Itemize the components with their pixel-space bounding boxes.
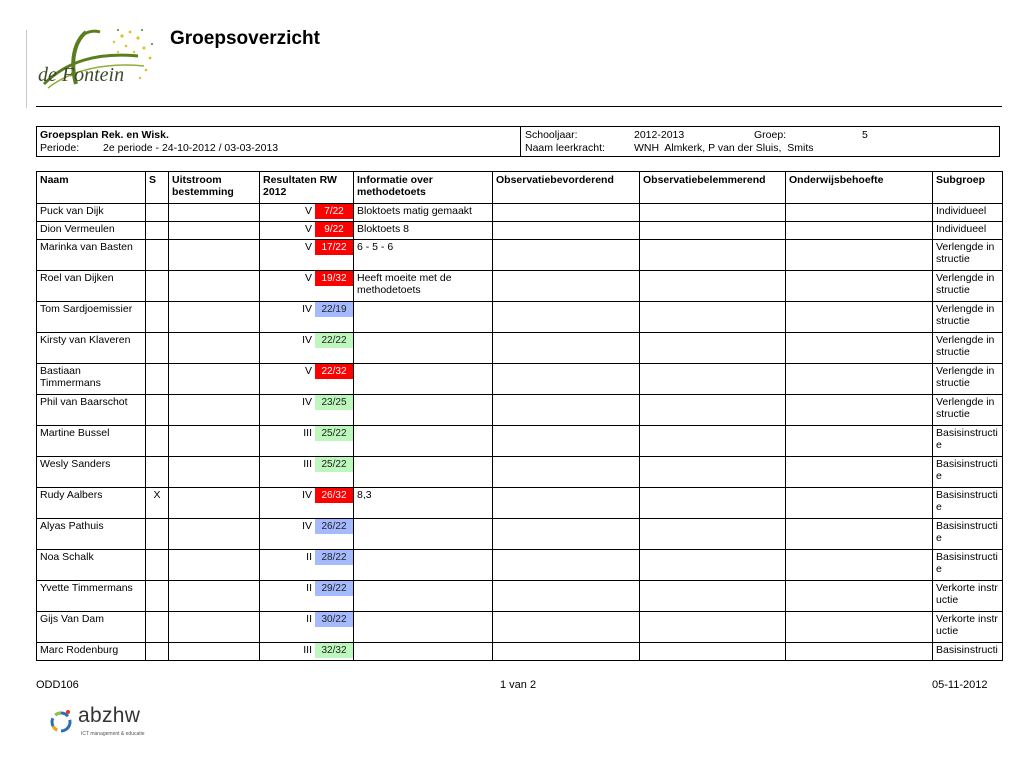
cell-onderwijsbehoefte (786, 204, 933, 222)
footer-date: 05-11-2012 (932, 679, 988, 691)
cell-subgroep: Basisinstructie (933, 426, 1003, 457)
cell-naam: Bastiaan Timmermans (37, 364, 146, 395)
cell-subgroep: Basisinstructi (933, 643, 1003, 661)
cell-naam: Marc Rodenburg (37, 643, 146, 661)
cell-s (146, 333, 169, 364)
table-row (37, 204, 1003, 222)
cell-resultaten (260, 204, 354, 222)
plan-info-box (36, 126, 1000, 157)
table-row (37, 271, 1003, 302)
fontein-logo-icon (26, 22, 166, 102)
cell-observatiebevorderend (493, 240, 640, 271)
cell-uitstroom (169, 204, 260, 222)
cell-observatiebevorderend (493, 612, 640, 643)
cell-resultaten (260, 643, 354, 661)
cell-informatie: 8,3 (354, 488, 493, 519)
cell-naam: Rudy Aalbers (37, 488, 146, 519)
cell-naam: Alyas Pathuis (37, 519, 146, 550)
cell-observatiebelemmerend (640, 222, 786, 240)
cell-informatie (354, 364, 493, 395)
cell-observatiebevorderend (493, 364, 640, 395)
cell-observatiebevorderend (493, 426, 640, 457)
cell-observatiebevorderend (493, 457, 640, 488)
cell-resultaten (260, 457, 354, 488)
cell-observatiebelemmerend (640, 488, 786, 519)
cell-uitstroom (169, 488, 260, 519)
cell-observatiebelemmerend (640, 581, 786, 612)
result-score: 30/22 (315, 612, 353, 627)
cell-observatiebelemmerend (640, 395, 786, 426)
cell-informatie: Heeft moeite met de methodetoets (354, 271, 493, 302)
schoolyear-value: 2012-2013 (634, 129, 685, 141)
cell-naam: Phil van Baarschot (37, 395, 146, 426)
cell-subgroep: Verlengde instructie (933, 364, 1003, 395)
result-score: 25/22 (315, 426, 353, 441)
col-header-naam: Naam (37, 172, 146, 204)
cell-s (146, 222, 169, 240)
result-score: 22/19 (315, 302, 353, 317)
cell-informatie (354, 395, 493, 426)
cell-naam: Tom Sardjoemissier (37, 302, 146, 333)
cell-uitstroom (169, 271, 260, 302)
plan-label: Groepsplan Rek. en Wisk. (40, 129, 169, 141)
table-row (37, 333, 1003, 364)
cell-naam: Dion Vermeulen (37, 222, 146, 240)
cell-naam: Noa Schalk (37, 550, 146, 581)
result-score: 22/22 (315, 333, 353, 348)
cell-resultaten (260, 222, 354, 240)
cell-subgroep: Verkorte instructie (933, 581, 1003, 612)
result-score: 17/22 (315, 240, 353, 255)
cell-s (146, 364, 169, 395)
school-logo-text: de Fontein (38, 64, 125, 86)
table-row (37, 488, 1003, 519)
cell-subgroep: Verlengde instructie (933, 395, 1003, 426)
vendor-ring-icon (48, 708, 74, 734)
group-overview-table (36, 171, 1003, 661)
cell-s (146, 204, 169, 222)
cell-observatiebelemmerend (640, 643, 786, 661)
cell-observatiebelemmerend (640, 426, 786, 457)
cell-observatiebelemmerend (640, 457, 786, 488)
cell-informatie (354, 519, 493, 550)
cell-resultaten (260, 240, 354, 271)
result-level: II (306, 613, 312, 625)
cell-subgroep: Individueel (933, 222, 1003, 240)
result-level: IV (302, 489, 312, 501)
cell-informatie (354, 302, 493, 333)
result-score: 26/22 (315, 519, 353, 534)
cell-observatiebelemmerend (640, 550, 786, 581)
result-level: V (304, 272, 312, 284)
cell-subgroep: Basisinstructie (933, 550, 1003, 581)
result-level: V (304, 365, 312, 377)
cell-s (146, 643, 169, 661)
result-level: II (306, 582, 312, 594)
cell-informatie (354, 581, 493, 612)
cell-observatiebevorderend (493, 395, 640, 426)
result-level: V (304, 241, 312, 253)
cell-onderwijsbehoefte (786, 581, 933, 612)
result-score: 9/22 (315, 222, 353, 237)
cell-informatie (354, 333, 493, 364)
result-level: IV (302, 334, 312, 346)
cell-resultaten (260, 581, 354, 612)
table-row (37, 302, 1003, 333)
cell-onderwijsbehoefte (786, 488, 933, 519)
cell-observatiebevorderend (493, 519, 640, 550)
cell-naam: Kirsty van Klaveren (37, 333, 146, 364)
cell-onderwijsbehoefte (786, 271, 933, 302)
cell-uitstroom (169, 581, 260, 612)
cell-observatiebelemmerend (640, 519, 786, 550)
cell-naam: Yvette Timmermans (37, 581, 146, 612)
table-row (37, 581, 1003, 612)
group-value: 5 (862, 129, 868, 141)
result-level: IV (302, 396, 312, 408)
info-box-divider (520, 127, 521, 156)
cell-uitstroom (169, 302, 260, 333)
cell-onderwijsbehoefte (786, 519, 933, 550)
cell-resultaten (260, 395, 354, 426)
cell-uitstroom (169, 364, 260, 395)
cell-resultaten (260, 426, 354, 457)
page-title: Groepsoverzicht (170, 28, 320, 49)
cell-naam: Martine Bussel (37, 426, 146, 457)
cell-resultaten (260, 550, 354, 581)
cell-observatiebevorderend (493, 488, 640, 519)
cell-observatiebelemmerend (640, 240, 786, 271)
cell-resultaten (260, 271, 354, 302)
cell-informatie (354, 612, 493, 643)
header-divider (36, 106, 1002, 107)
result-score: 22/32 (315, 364, 353, 379)
footer-page-number: 1 van 2 (500, 679, 537, 691)
cell-observatiebevorderend (493, 271, 640, 302)
result-score: 25/22 (315, 457, 353, 472)
cell-uitstroom (169, 222, 260, 240)
school-logo (26, 22, 166, 102)
result-level: III (303, 458, 312, 470)
result-score: 19/32 (315, 271, 353, 286)
cell-uitstroom (169, 457, 260, 488)
cell-informatie (354, 643, 493, 661)
period-label: Periode: (40, 142, 80, 154)
col-header-observatiebelemmerend: Observatiebelemmerend (640, 172, 786, 204)
cell-resultaten (260, 333, 354, 364)
cell-s (146, 457, 169, 488)
table-row (37, 240, 1003, 271)
result-score: 7/22 (315, 204, 353, 219)
cell-resultaten (260, 302, 354, 333)
result-level: IV (302, 303, 312, 315)
schoolyear-label: Schooljaar: (525, 129, 578, 141)
cell-resultaten (260, 488, 354, 519)
cell-observatiebelemmerend (640, 364, 786, 395)
cell-naam: Puck van Dijk (37, 204, 146, 222)
col-header-resultaten: Resultaten RW 2012 (260, 172, 354, 204)
result-level: III (303, 427, 312, 439)
result-level: III (303, 644, 312, 656)
cell-observatiebevorderend (493, 550, 640, 581)
cell-resultaten (260, 519, 354, 550)
cell-onderwijsbehoefte (786, 395, 933, 426)
cell-observatiebelemmerend (640, 612, 786, 643)
cell-onderwijsbehoefte (786, 222, 933, 240)
cell-onderwijsbehoefte (786, 612, 933, 643)
cell-s (146, 612, 169, 643)
cell-informatie (354, 426, 493, 457)
cell-onderwijsbehoefte (786, 240, 933, 271)
table-row (37, 426, 1003, 457)
cell-s (146, 240, 169, 271)
cell-subgroep: Individueel (933, 204, 1003, 222)
cell-s (146, 271, 169, 302)
cell-onderwijsbehoefte (786, 364, 933, 395)
period-value: 2e periode - 24-10-2012 / 03-03-2013 (103, 142, 279, 154)
cell-onderwijsbehoefte (786, 457, 933, 488)
cell-resultaten (260, 364, 354, 395)
cell-naam: Gijs Van Dam (37, 612, 146, 643)
cell-observatiebevorderend (493, 204, 640, 222)
col-header-subgroep: Subgroep (933, 172, 1003, 204)
col-header-observatiebevorderend: Observatiebevorderend (493, 172, 640, 204)
group-label: Groep: (754, 129, 787, 141)
cell-subgroep: Verlengde instructie (933, 240, 1003, 271)
cell-naam: Marinka van Basten (37, 240, 146, 271)
cell-informatie (354, 550, 493, 581)
table-row (37, 519, 1003, 550)
cell-subgroep: Basisinstructie (933, 488, 1003, 519)
cell-resultaten (260, 612, 354, 643)
table-row (37, 222, 1003, 240)
cell-informatie (354, 457, 493, 488)
cell-observatiebevorderend (493, 643, 640, 661)
cell-onderwijsbehoefte (786, 550, 933, 581)
result-score: 29/22 (315, 581, 353, 596)
cell-uitstroom (169, 643, 260, 661)
result-level: V (304, 205, 312, 217)
vendor-name: abzhw (78, 704, 141, 727)
cell-observatiebelemmerend (640, 302, 786, 333)
cell-observatiebelemmerend (640, 271, 786, 302)
cell-s (146, 426, 169, 457)
cell-subgroep: Basisinstructie (933, 457, 1003, 488)
col-header-uitstroom: Uitstroom bestemming (169, 172, 260, 204)
table-row (37, 550, 1003, 581)
table-row (37, 612, 1003, 643)
cell-s (146, 519, 169, 550)
footer-document-code: ODD106 (36, 679, 79, 691)
table-header-row (37, 172, 1003, 204)
cell-uitstroom (169, 550, 260, 581)
cell-informatie: Bloktoets 8 (354, 222, 493, 240)
cell-subgroep: Verlengde instructie (933, 271, 1003, 302)
col-header-informatie: Informatie over methodetoets (354, 172, 493, 204)
cell-s (146, 395, 169, 426)
cell-s (146, 302, 169, 333)
col-header-onderwijsbehoefte: Onderwijsbehoefte (786, 172, 933, 204)
result-score: 23/25 (315, 395, 353, 410)
cell-s (146, 581, 169, 612)
result-level: V (304, 223, 312, 235)
cell-observatiebelemmerend (640, 204, 786, 222)
result-score: 26/32 (315, 488, 353, 503)
vendor-tagline: ICT management & educatie (81, 731, 145, 737)
cell-onderwijsbehoefte (786, 426, 933, 457)
table-row (37, 457, 1003, 488)
table-row (37, 364, 1003, 395)
vendor-logo (48, 704, 168, 744)
cell-informatie: Bloktoets matig gemaakt (354, 204, 493, 222)
cell-onderwijsbehoefte (786, 643, 933, 661)
cell-uitstroom (169, 240, 260, 271)
result-level: IV (302, 520, 312, 532)
cell-subgroep: Basisinstructie (933, 519, 1003, 550)
cell-informatie: 6 - 5 - 6 (354, 240, 493, 271)
cell-uitstroom (169, 612, 260, 643)
cell-s (146, 550, 169, 581)
table-row (37, 643, 1003, 661)
result-level: II (306, 551, 312, 563)
cell-observatiebevorderend (493, 222, 640, 240)
cell-onderwijsbehoefte (786, 333, 933, 364)
table-row (37, 395, 1003, 426)
cell-s: X (146, 488, 169, 519)
cell-naam: Wesly Sanders (37, 457, 146, 488)
cell-uitstroom (169, 395, 260, 426)
teacher-value: WNH Almkerk, P van der Sluis, Smits (634, 142, 814, 154)
cell-subgroep: Verlengde instructie (933, 302, 1003, 333)
cell-observatiebevorderend (493, 581, 640, 612)
result-score: 32/32 (315, 643, 353, 658)
cell-uitstroom (169, 333, 260, 364)
cell-subgroep: Verkorte instructie (933, 612, 1003, 643)
cell-observatiebevorderend (493, 302, 640, 333)
cell-onderwijsbehoefte (786, 302, 933, 333)
cell-naam: Roel van Dijken (37, 271, 146, 302)
col-header-s: S (146, 172, 169, 204)
cell-observatiebevorderend (493, 333, 640, 364)
cell-uitstroom (169, 426, 260, 457)
cell-subgroep: Verlengde instructie (933, 333, 1003, 364)
cell-uitstroom (169, 519, 260, 550)
cell-observatiebelemmerend (640, 333, 786, 364)
result-score: 28/22 (315, 550, 353, 565)
teacher-label: Naam leerkracht: (525, 142, 605, 154)
